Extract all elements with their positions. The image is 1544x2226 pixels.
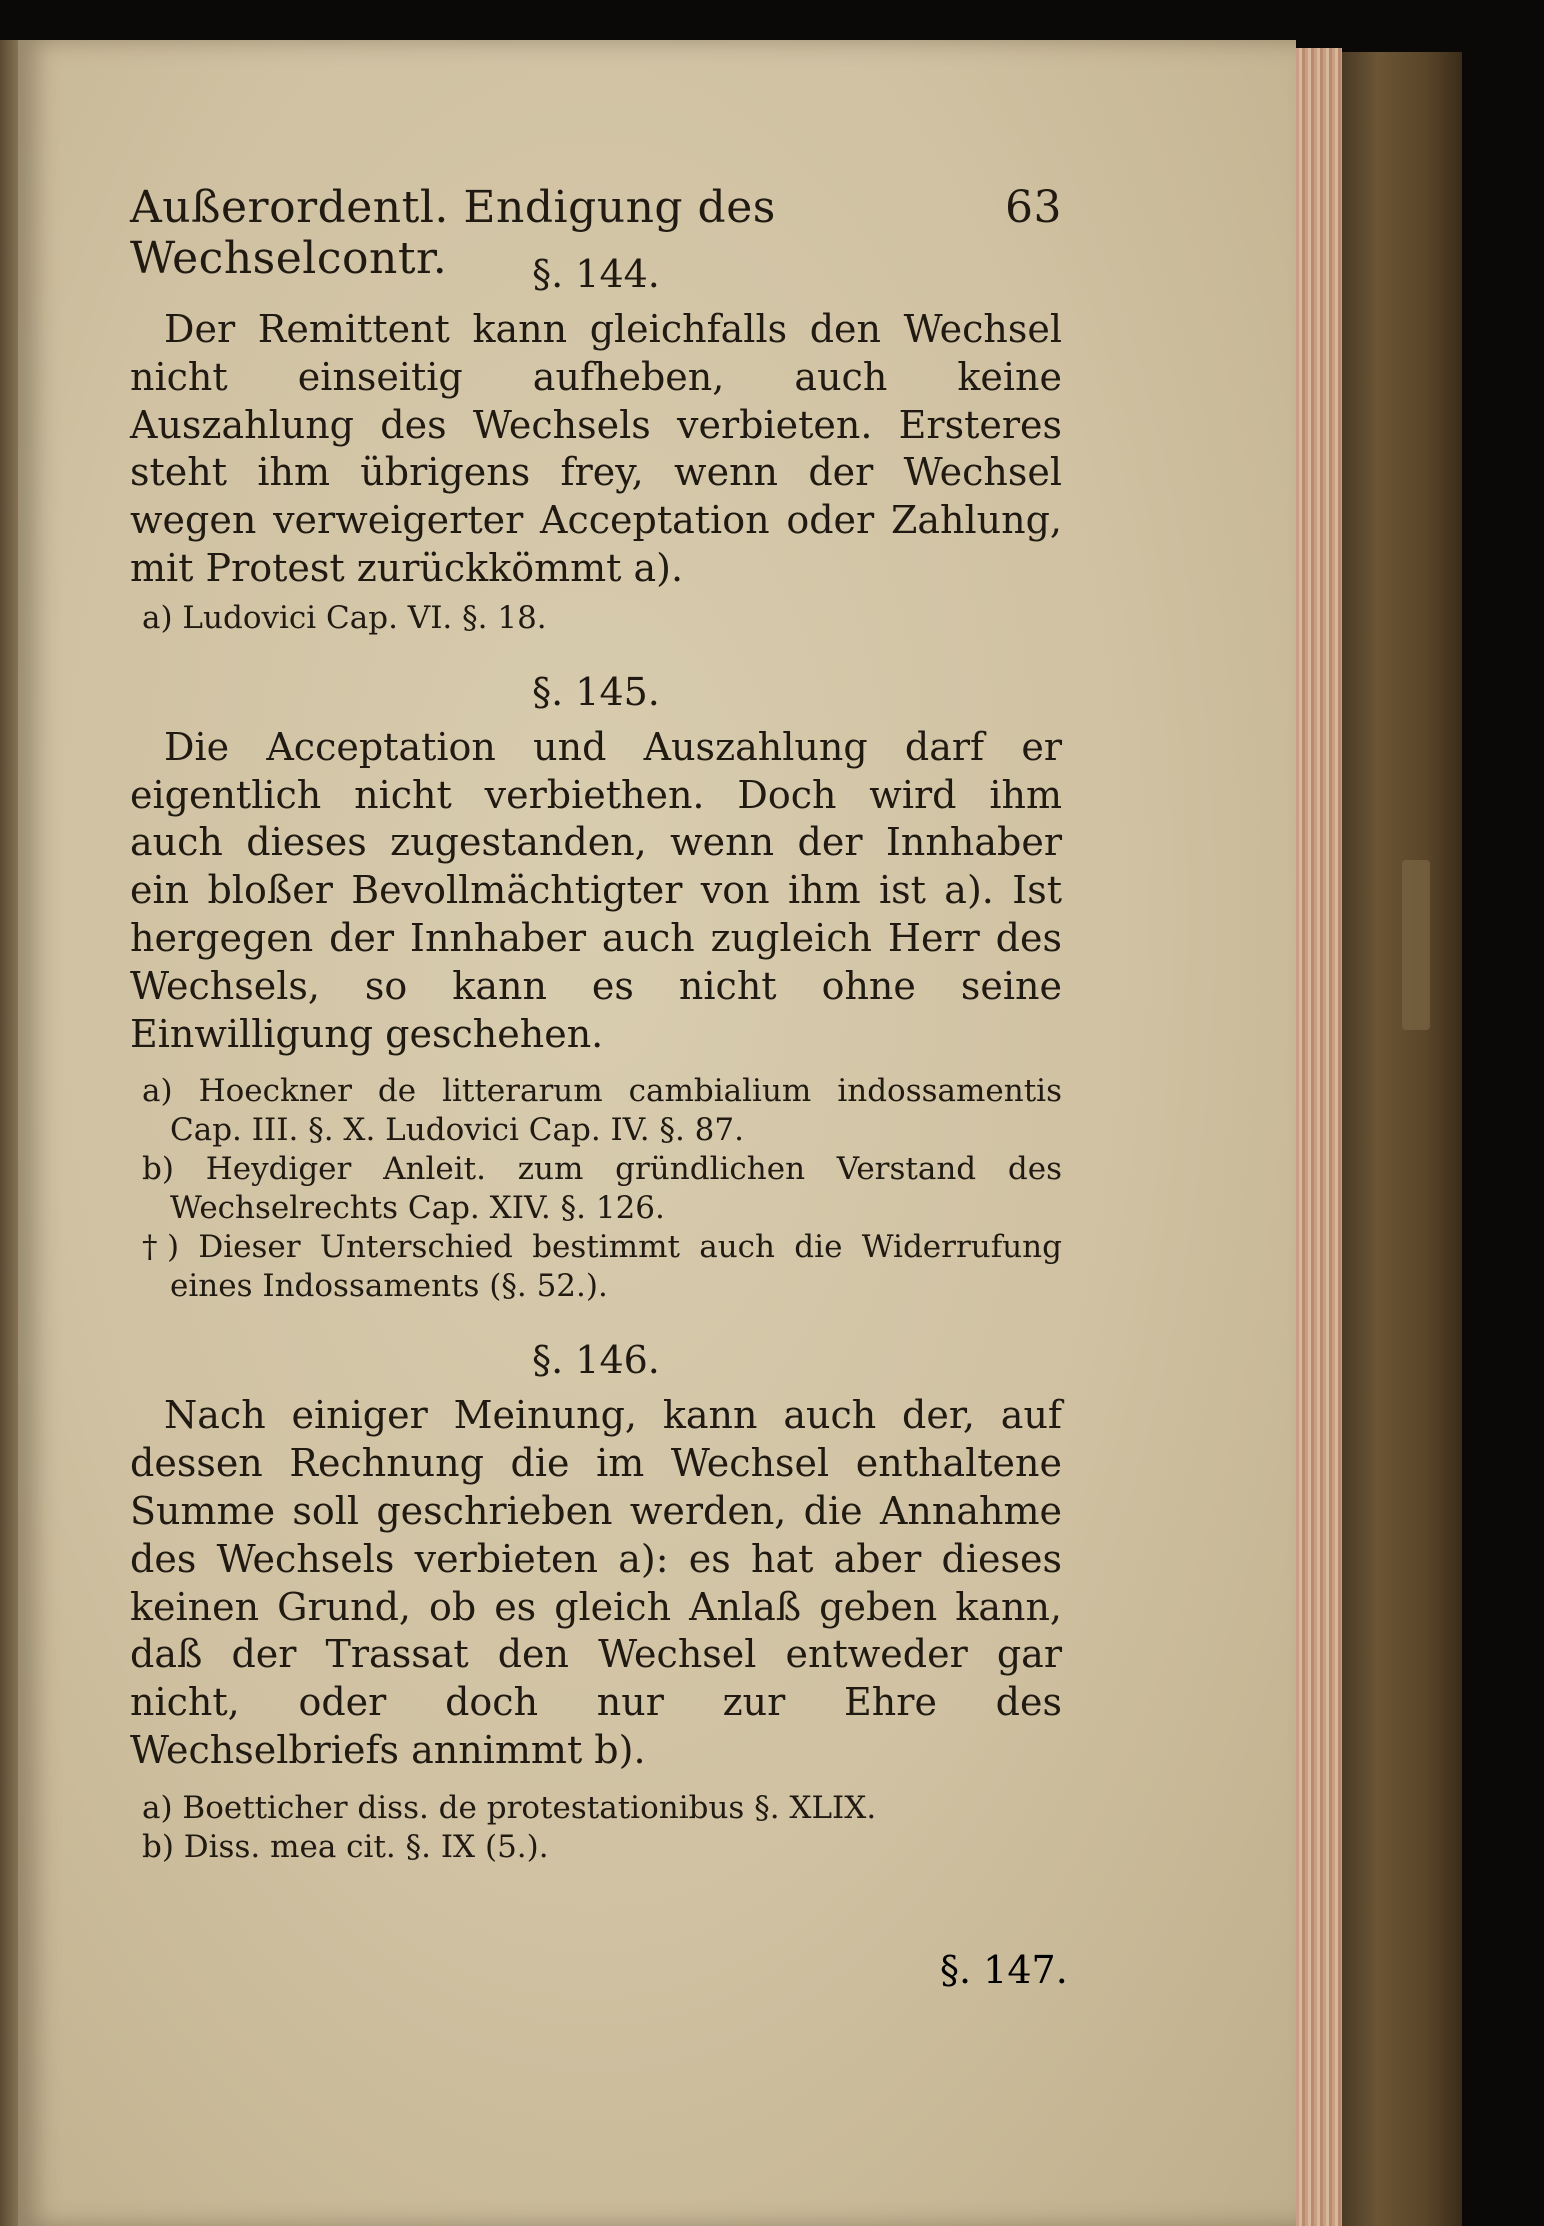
footnote: a) Ludovici Cap. VI. §. 18.: [142, 599, 547, 636]
page-edges: [1296, 48, 1342, 2226]
page-number: 63: [1005, 182, 1062, 233]
section-paragraph: Nach einiger Meinung, kann auch der, auf dessen Rechnung die im Wechsel enthaltene Summe soll geschrieben werden, die Annahme des Wechsels verbieten a): es hat aber dieses keinen Grund, ob es gleich Anlaß geben kann, daß der Trassat den Wechsel entweder gar nicht, oder doch nur zur Ehre des Wechselbriefs annimmt b).: [130, 1393, 1062, 1772]
cover-mark: [1402, 860, 1430, 1030]
section-paragraph: Der Remittent kann gleichfalls den Wechsel nicht einseitig aufheben, auch keine Auszahlung des Wechsels verbieten. Ersteres steht ihm übrigens frey, wenn der Wechsel wegen verweigerter Acceptation oder Zahlung, mit Protest zurückkömmt a).: [130, 307, 1062, 590]
section-heading: §. 146.: [532, 1338, 660, 1383]
catchword: §. 147.: [940, 1948, 1068, 1992]
section-146: [130, 1328, 1062, 1866]
running-title: Außerordentl. Endigung des Wechselcontr.: [130, 182, 776, 284]
book-cover-edge: [1342, 52, 1462, 2226]
section-heading: §. 144.: [532, 252, 660, 296]
footnote: b) Heydiger Anleit. zum gründlichen Verstand des Wechselrechts Cap. XIV. §. 126.: [142, 1151, 1062, 1227]
section-heading: §. 145.: [532, 669, 660, 714]
footnotes: [130, 599, 1062, 638]
footnote: a) Boetticher diss. de protestationibus §. XLIX.: [142, 1789, 877, 1826]
section-144: [130, 242, 1062, 638]
footnote: a) Hoeckner de litterarum cambialium indossamentis Cap. III. §. X. Ludovici Cap. IV. §. 87.: [142, 1073, 1062, 1149]
section-paragraph: Die Acceptation und Auszahlung darf er eigentlich nicht verbiethen. Doch wird ihm auch dieses zugestanden, wenn der Innhaber ein bloßer Bevollmächtigter von ihm ist a). Ist hergegen der Innhaber auch zugleich Herr des Wechsels, so kann es nicht ohne seine Einwilligung geschehen.: [130, 724, 1062, 1056]
footnotes: [130, 1072, 1062, 1306]
page-text: [130, 172, 1062, 1867]
footnotes: [130, 1789, 1062, 1867]
footnote: †) Dieser Unterschied bestimmt auch die Widerrufung eines Indossaments (§. 52.).: [142, 1229, 1062, 1305]
section-145: [130, 660, 1062, 1307]
footnote: b) Diss. mea cit. §. IX (5.).: [142, 1828, 549, 1865]
